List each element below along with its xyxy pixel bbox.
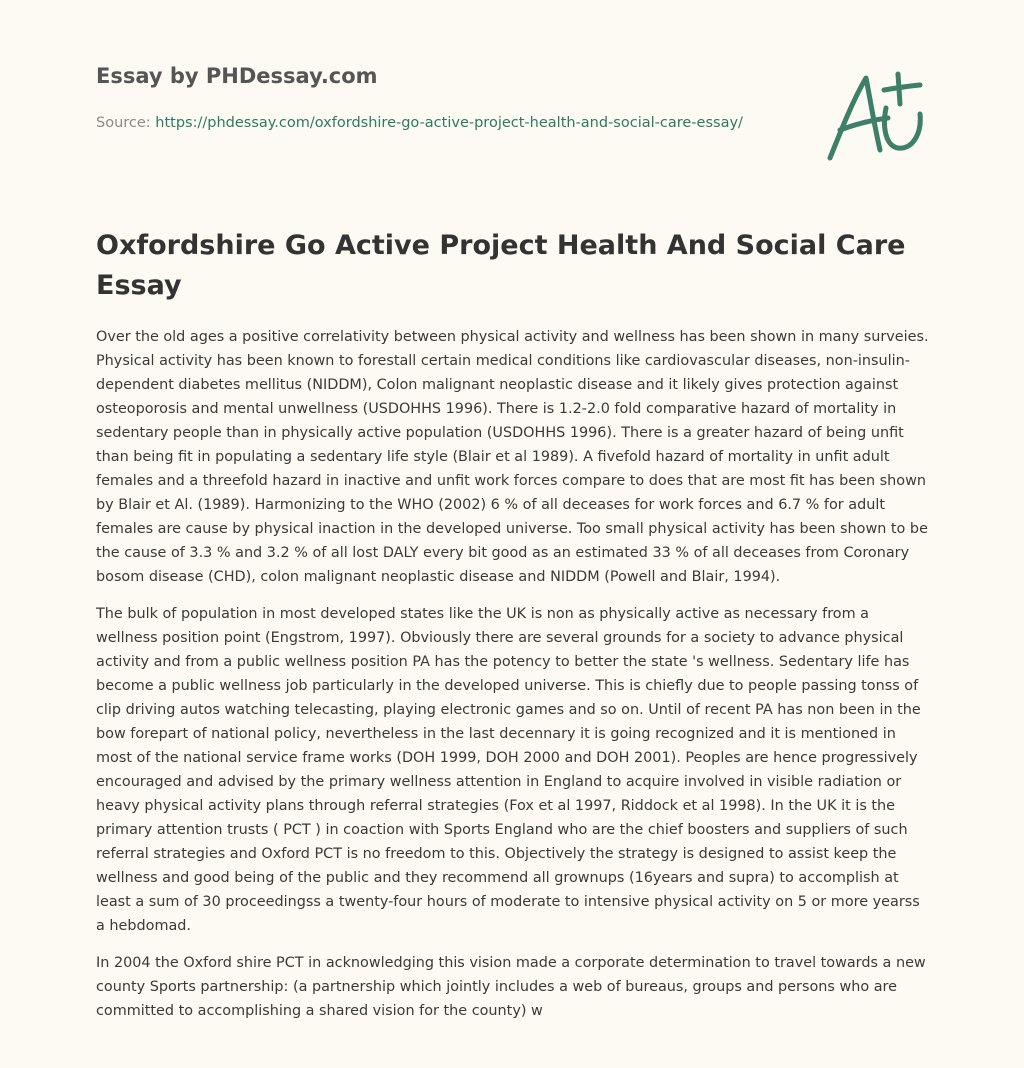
essay-title: Oxfordshire Go Active Project Health And Social Care Essay: [96, 230, 906, 301]
source-line: [96, 112, 756, 135]
essay-paragraph: In 2004 the Oxford shire PCT in acknowledging this vision made a corporate determination to travel towards a new county Sports partnership: (a partnership which jointly includes a web of bureaus, groups and persons who are committed to accomplishing a shared vision for the county) w: [96, 955, 926, 1019]
source-label: Source:: [96, 115, 151, 131]
essay-paragraph: Over the old ages a positive correlativity between physical activity and wellness has been shown in many surveies. Physical activity has been known to forestall certain medical conditions like cardiovascular diseases, non-insulin-dependent diabetes mellitus (NIDDM), Colon malignant neoplastic disease and it likely gives protection against osteoporosis and mental unwellness (USDOHHS 1996). There is 1.2-2.0 fold comparative hazard of mortality in sedentary people than in physically active population (USDOHHS 1996). There is a greater hazard of being unfit than being fit in populating a sedentary life style (Blair et al 1989). A fivefold hazard of mortality in unfit adult females and a threefold hazard in inactive and unfit work forces compare to does that are most fit has been shown by Blair et Al. (1989). Harmonizing to the WHO (2002) 6 % of all deceases for work forces and 6.7 % for adult females are cause by physical inaction in the developed universe. Too small physical activity has been shown to be the cause of 3.3 % and 3.2 % of all lost DALY every bit good as an estimated 33 % of all deceases from Coronary bosom disease (CHD), colon malignant neoplastic disease and NIDDM (Powell and Blair, 1994).: [96, 329, 929, 585]
essay-body: [96, 325, 932, 1036]
source-link[interactable]: https://phdessay.com/oxfordshire-go-active-project-health-and-social-care-essay/: [155, 115, 743, 131]
a-plus-logo-icon: [820, 68, 930, 164]
essay-paragraph: The bulk of population in most developed states like the UK is non as physically active as necessary from a wellness position point (Engstrom, 1997). Obviously there are several grounds for a society to advance physical activity and from a public wellness position PA has the potency to better the state 's wellness. Sedentary life has become a public wellness job particularly in the developed universe. This is chiefly due to people passing tonss of clip driving autos watching telecasting, playing electronic games and so on. Until of recent PA has non been in the bow forepart of national policy, nevertheless in the last decennary it is going recognized and it is mentioned in most of the national service frame works (DOH 1999, DOH 2000 and DOH 2001). Peoples are hence progressively encouraged and advised by the primary wellness attention in England to acquire involved in visible radiation or heavy physical activity plans through referral strategies (Fox et al 1997, Riddock et al 1998). In the UK it is the primary attention trusts ( PCT ) in coaction with Sports England who are the chief boosters and suppliers of such referral strategies and Oxford PCT is no freedom to this. Objectively the strategy is designed to assist keep the wellness and good being of the public and they recommend all grownups (16years and supra) to accomplish at least a sum of 30 proceedingss a twenty-four hours of moderate to intensive physical activity on 5 or more yearss a hebdomad.: [96, 606, 921, 934]
site-title: Essay by PHDessay.com: [96, 64, 378, 88]
